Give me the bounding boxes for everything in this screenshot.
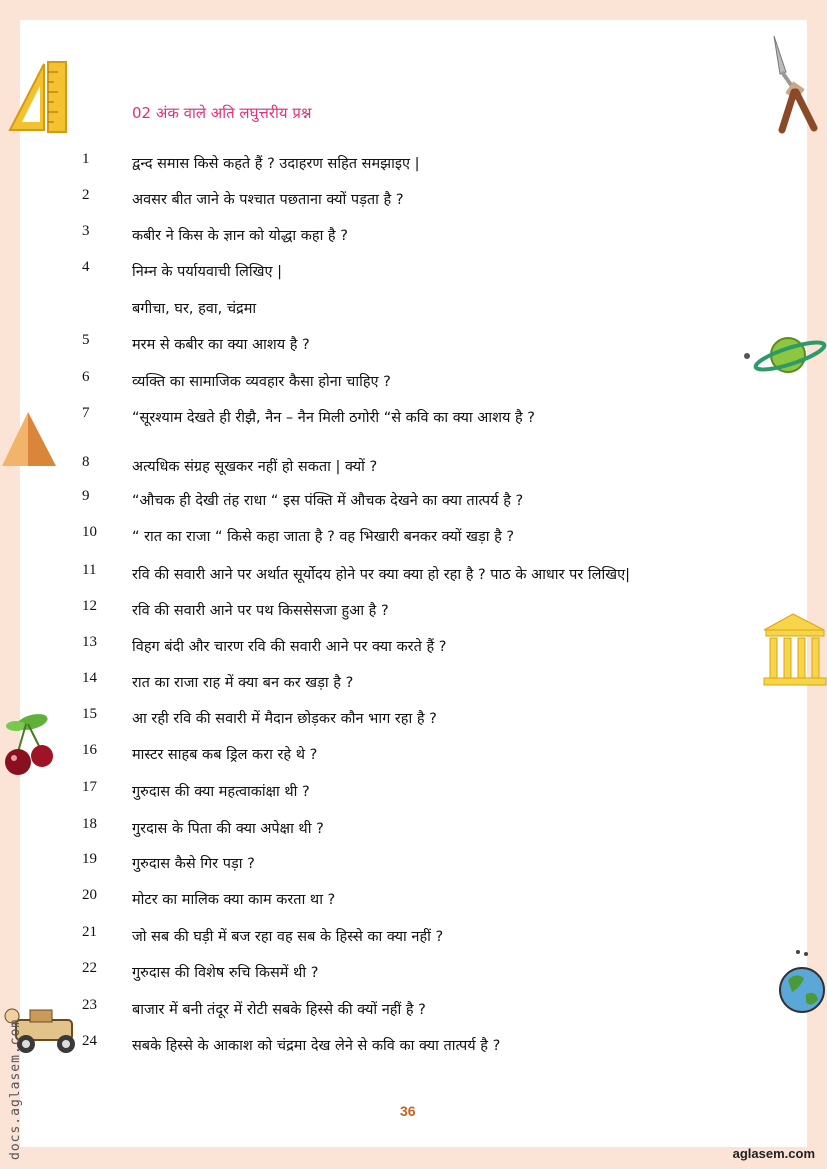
question-number: 11 [82, 562, 97, 578]
question-number: 9 [82, 488, 90, 504]
question-number: 12 [82, 598, 97, 614]
question-number: 19 [82, 851, 97, 867]
question-number: 14 [82, 670, 97, 686]
page-number: 36 [400, 1103, 416, 1119]
question-number: 3 [82, 223, 90, 239]
question-number: 6 [82, 369, 90, 385]
question-text: आ रही रवि की सवारी में मैदान छोड़कर कौन भाग रहा है ? [132, 711, 437, 727]
question-number: 10 [82, 524, 97, 540]
watermark-text: docs.aglasem.com [8, 1018, 23, 1160]
question-number: 1 [82, 151, 90, 167]
set-square-ruler-icon [4, 58, 70, 134]
question-number: 21 [82, 924, 97, 940]
question-text: अवसर बीत जाने के पश्चात पछताना क्यों पड़ता है ? [132, 192, 404, 208]
question-number: 17 [82, 779, 97, 795]
question-text: “सूरश्याम देखते ही रीझै, नैन – नैन मिली ठगोरी “से कवि का क्या आशय है ? [132, 410, 535, 426]
question-number: 20 [82, 887, 97, 903]
question-text: मरम से कबीर का क्या आशय है ? [132, 337, 310, 353]
question-number: 8 [82, 454, 90, 470]
question-number: 23 [82, 997, 97, 1013]
question-number: 22 [82, 960, 97, 976]
question-text: मास्टर साहब कब ड्रिल करा रहे थे ? [132, 747, 318, 763]
question-number: 7 [82, 405, 90, 421]
garden-shears-icon [766, 32, 824, 136]
question-text: जो सब की घड़ी में बज रहा वह सब के हिस्से का क्या नहीं ? [132, 929, 444, 945]
question-text: अत्यधिक संग्रह सूखकर नहीं हो सकता | क्यों ? [132, 459, 378, 475]
question-number: 15 [82, 706, 97, 722]
question-number: 18 [82, 816, 97, 832]
question-number: 24 [82, 1033, 97, 1049]
question-text: विहग बंदी और चारण रवि की सवारी आने पर क्या करते हैं ? [132, 639, 447, 655]
question-text: रात का राजा राह में क्या बन कर खड़ा है ? [132, 675, 354, 691]
question-text: गुरदास के पिता की क्या अपेक्षा थी ? [132, 821, 324, 837]
question-text: गुरुदास कैसे गिर पड़ा ? [132, 856, 255, 872]
question-text: गुरुदास की क्या महत्वाकांक्षा थी ? [132, 784, 310, 800]
question-text: रवि की सवारी आने पर पथ किससेसजा हुआ है ? [132, 603, 389, 619]
question-number: 5 [82, 332, 90, 348]
question-text: द्वन्द समास किसे कहते हैं ? उदाहरण सहित समझाइए | [132, 156, 420, 172]
question-text: बाजार में बनी तंदूर में रोटी सबके हिस्से की क्यों नहीं है ? [132, 1002, 426, 1018]
cherries-icon [2, 708, 56, 780]
question-number: 2 [82, 187, 90, 203]
site-label: aglasem.com [732, 1146, 815, 1161]
question-text: “औचक ही देखी तंह राधा “ इस पंक्ति में औचक देखने का क्या तात्पर्य है ? [132, 493, 524, 509]
question-number: 13 [82, 634, 97, 650]
question-text: कबीर ने किस के ज्ञान को योद्धा कहा है ? [132, 228, 348, 244]
pyramid-icon [0, 410, 58, 470]
question-text: व्यक्ति का सामाजिक व्यवहार कैसा होना चाहिए ? [132, 374, 391, 390]
question-text: सबके हिस्से के आकाश को चंद्रमा देख लेने से कवि का क्या तात्पर्य है ? [132, 1038, 501, 1054]
question-number: 16 [82, 742, 97, 758]
section-heading: 02 अंक वाले अति लघुत्तरीय प्रश्न [132, 104, 312, 122]
question-text: रवि की सवारी आने पर अर्थात सूर्योदय होने पर क्या क्या हो रहा है ? पाठ के आधार पर लिखिए| [132, 567, 630, 583]
question-text: निम्न के पर्यायवाची लिखिए | [132, 264, 283, 280]
question-text: “ रात का राजा “ किसे कहा जाता है ? वह भिखारी बनकर क्यों खड़ा है ? [132, 529, 515, 545]
question-text: गुरुदास की विशेष रुचि किसमें थी ? [132, 965, 319, 981]
question-text: बगीचा, घर, हवा, चंद्रमा [132, 301, 257, 317]
question-number: 4 [82, 259, 90, 275]
question-text: मोटर का मालिक क्या काम करता था ? [132, 892, 336, 908]
